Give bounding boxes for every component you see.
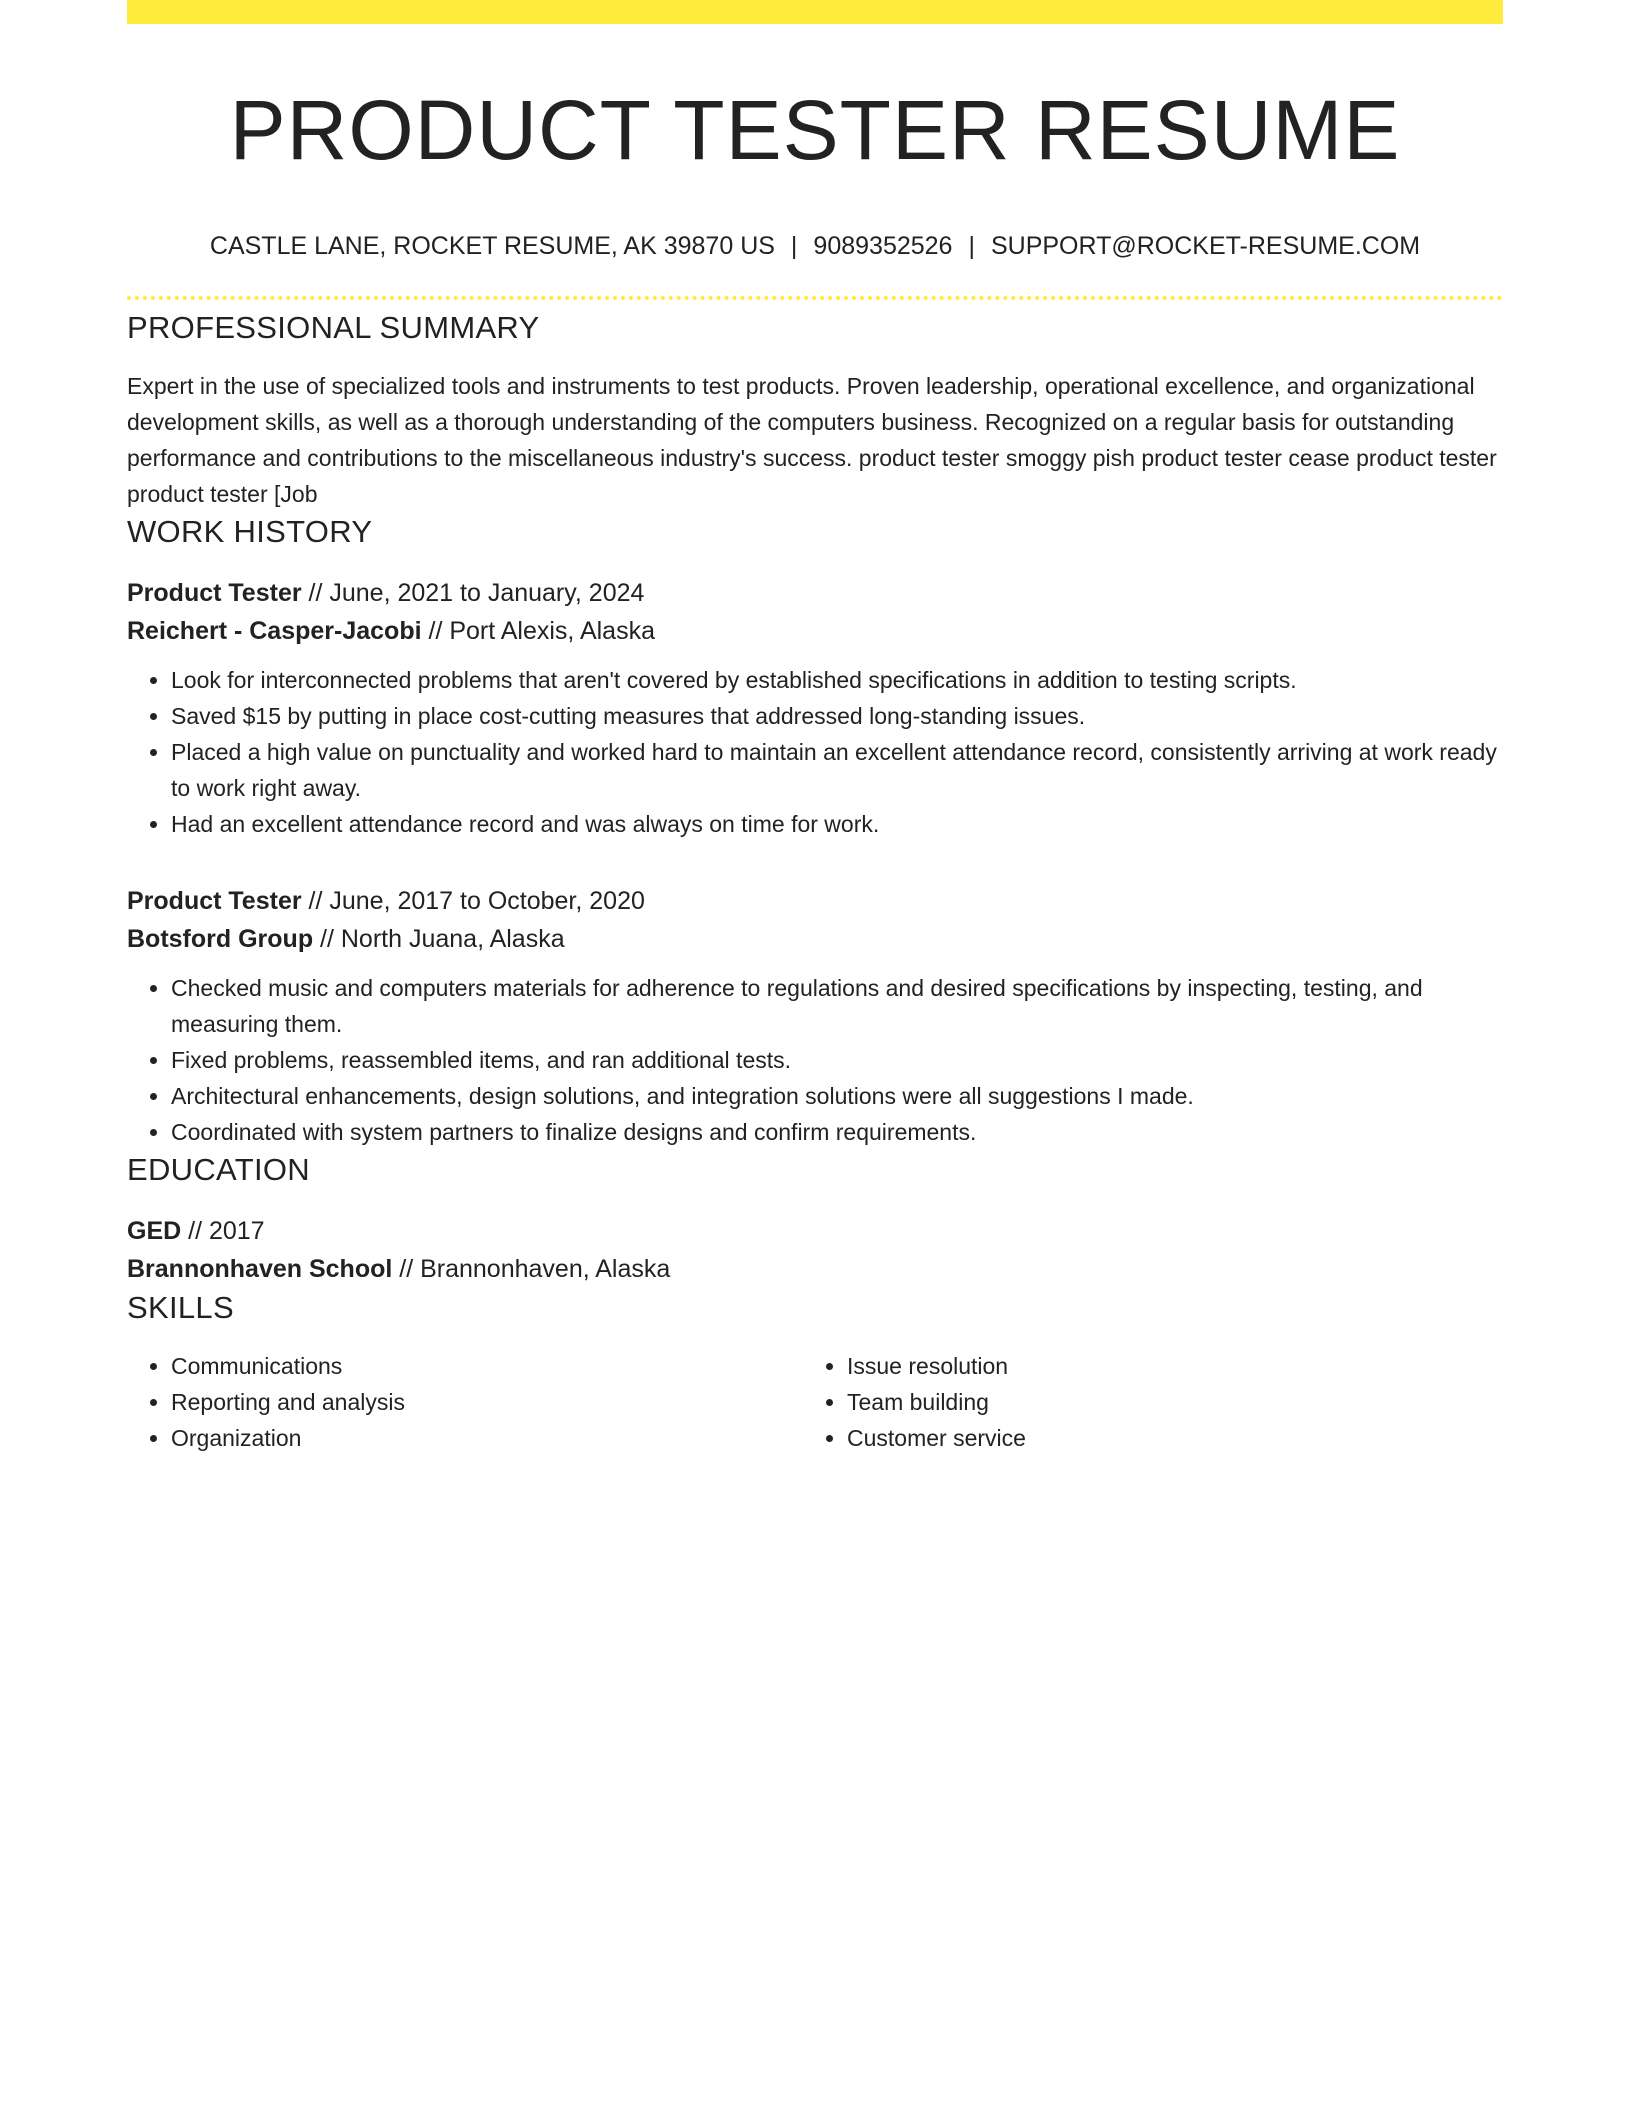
skills-columns <box>127 1348 1503 1456</box>
education-entry <box>127 1212 1503 1288</box>
education-heading: EDUCATION <box>127 1152 310 1187</box>
job-bullet: • Fixed problems, reassembled items, and ran additional tests. <box>171 1042 1503 1078</box>
skills-right-column <box>803 1348 1479 1456</box>
job-title: Product Tester <box>127 579 302 607</box>
resume-page <box>127 0 1503 1456</box>
job-title-line <box>127 574 1503 612</box>
education-degree: GED <box>127 1217 182 1245</box>
education-location: // Brannonhaven, Alaska <box>392 1255 671 1283</box>
education-degree-line <box>127 1212 1503 1250</box>
job-bullet: • Coordinated with system partners to finalize designs and confirm requirements. <box>171 1114 1503 1150</box>
job-company: Reichert - Casper-Jacobi <box>127 617 422 645</box>
dotted-divider <box>127 296 1503 300</box>
job-title: Product Tester <box>127 887 302 915</box>
job-bullet: • Placed a high value on punctuality and worked hard to maintain an excellent attendance record, consistently arriving at work ready to work right away. <box>171 734 1503 806</box>
job-company-line <box>127 612 1503 650</box>
accent-top-bar <box>127 0 1503 24</box>
job-bullet: • Had an excellent attendance record and was always on time for work. <box>171 806 1503 842</box>
contact-email: SUPPORT@ROCKET-RESUME.COM <box>990 232 1421 260</box>
summary-text: Expert in the use of specialized tools and instruments to test products. Proven leadership, operational excellence, and organizational development skills, as well as a thorough understanding of the computers business. Recognized on a regular basis for outstanding performance and contributions to the miscellaneous industry's success. product tester smoggy pish product tester cease product tester product tester [Job <box>127 373 1497 507</box>
job-company-line <box>127 920 1503 958</box>
skill-item: • Team building <box>847 1384 1479 1420</box>
skill-item: • Customer service <box>847 1420 1479 1456</box>
job-company: Botsford Group <box>127 925 314 953</box>
skills-heading: SKILLS <box>127 1290 234 1325</box>
job-title-line <box>127 882 1503 920</box>
job-dates: // June, 2017 to October, 2020 <box>301 887 645 915</box>
contact-separator: | <box>968 232 975 260</box>
job-location: // Port Alexis, Alaska <box>421 617 655 645</box>
education-year: // 2017 <box>181 1217 265 1245</box>
job-bullet: • Checked music and computers materials for adherence to regulations and desired specifications by inspecting, testing, and measuring them. <box>171 970 1503 1042</box>
contact-address: CASTLE LANE, ROCKET RESUME, AK 39870 US <box>209 232 775 260</box>
job-location: // North Juana, Alaska <box>313 925 565 953</box>
education-school: Brannonhaven School <box>127 1255 393 1283</box>
job-dates: // June, 2021 to January, 2024 <box>301 579 645 607</box>
job-bullets <box>127 970 1503 1150</box>
job-bullets <box>127 662 1503 842</box>
skill-item: • Communications <box>171 1348 803 1384</box>
skill-item: • Organization <box>171 1420 803 1456</box>
contact-phone: 9089352526 <box>813 232 953 260</box>
job-entry <box>127 882 1503 1150</box>
job-bullet: • Architectural enhancements, design solutions, and integration solutions were all suggestions I made. <box>171 1078 1503 1114</box>
job-entry <box>127 574 1503 842</box>
job-bullet: • Look for interconnected problems that aren't covered by established specifications in addition to testing scripts. <box>171 662 1503 698</box>
summary-heading: PROFESSIONAL SUMMARY <box>127 310 540 345</box>
contact-line <box>127 230 1503 262</box>
work-history-heading: WORK HISTORY <box>127 514 373 549</box>
education-school-line <box>127 1250 1503 1288</box>
skills-left-column <box>127 1348 803 1456</box>
skill-item: • Reporting and analysis <box>171 1384 803 1420</box>
skill-item: • Issue resolution <box>847 1348 1479 1384</box>
resume-title: PRODUCT TESTER RESUME <box>229 83 1401 177</box>
job-bullet: • Saved $15 by putting in place cost-cutting measures that addressed long-standing issues. <box>171 698 1503 734</box>
contact-separator: | <box>790 232 798 260</box>
